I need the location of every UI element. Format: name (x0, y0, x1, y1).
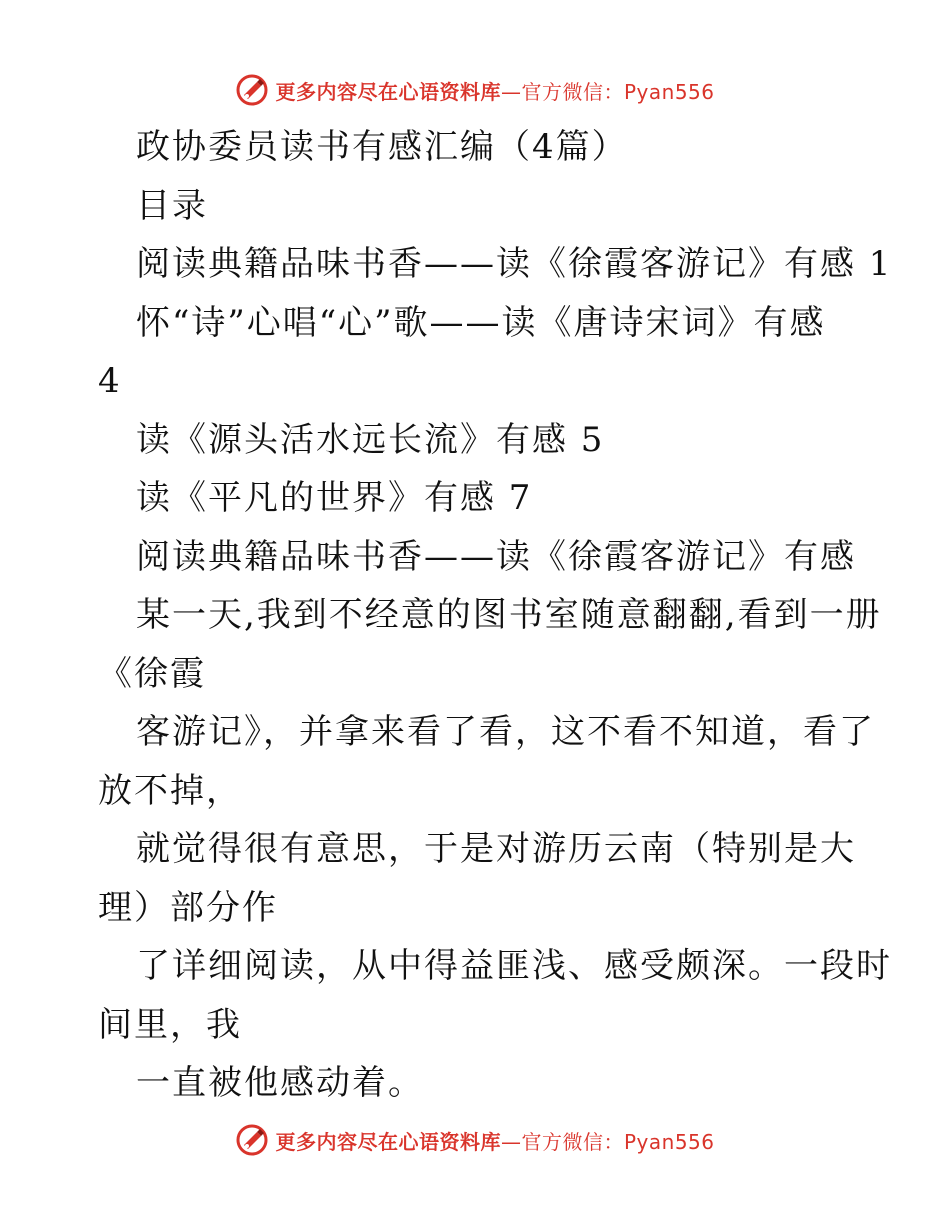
document-title: 政协委员读书有感汇编（4篇） (136, 127, 628, 167)
banner-text (275, 76, 714, 105)
banner-separator: — (500, 1129, 522, 1154)
paragraph-line: 间里，我 (98, 1004, 242, 1045)
banner-slogan: 更多内容尽在心语资料库 (275, 1129, 501, 1154)
paragraph-line: 某一天,我到不经意的图书室随意翻翻,看到一册 (136, 595, 882, 635)
toc-entry: 读《源头活水远长流》有感 5 (136, 419, 605, 460)
footer-banner-content (235, 1123, 714, 1157)
paragraph-line: 了详细阅读，从中得益匪浅、感受颇深。一段时 (136, 946, 892, 986)
brand-logo-icon (235, 73, 269, 107)
paragraph-line: 放不掉， (98, 770, 242, 811)
toc-heading: 目录 (136, 185, 208, 226)
banner-wechat-label: 官方微信： (521, 1129, 624, 1154)
toc-entry: 读《平凡的世界》有感 7 (136, 478, 533, 518)
banner-wechat-id: Pyan556 (623, 1129, 715, 1154)
paragraph-line: 客游记》，并拿来看了看，这不看不知道，看了 (136, 712, 875, 752)
toc-entry-page: 4 (98, 361, 122, 401)
document-body (98, 118, 893, 1113)
paragraph-line: 一直被他感动着。 (136, 1063, 424, 1103)
toc-entry: 怀“诗”心唱“心”歌——读《唐诗宋词》有感 (136, 302, 826, 343)
header-banner (0, 70, 950, 110)
banner-text (275, 1126, 714, 1155)
paragraph-line: 《徐霞 (98, 653, 206, 694)
toc-entry: 阅读典籍品味书香——读《徐霞客游记》有感 1 (136, 244, 893, 284)
section-heading: 阅读典籍品味书香——读《徐霞客游记》有感 (136, 536, 856, 577)
banner-separator: — (500, 79, 522, 104)
banner-wechat-label: 官方微信： (521, 79, 624, 104)
paragraph-line: 理）部分作 (98, 887, 278, 928)
brand-logo-icon (235, 1123, 269, 1157)
footer-banner (0, 1120, 950, 1160)
banner-wechat-id: Pyan556 (623, 79, 715, 104)
banner-slogan: 更多内容尽在心语资料库 (275, 79, 501, 104)
paragraph-line: 就觉得很有意思，于是对游历云南（特别是大 (136, 829, 856, 869)
header-banner-content (235, 73, 714, 107)
